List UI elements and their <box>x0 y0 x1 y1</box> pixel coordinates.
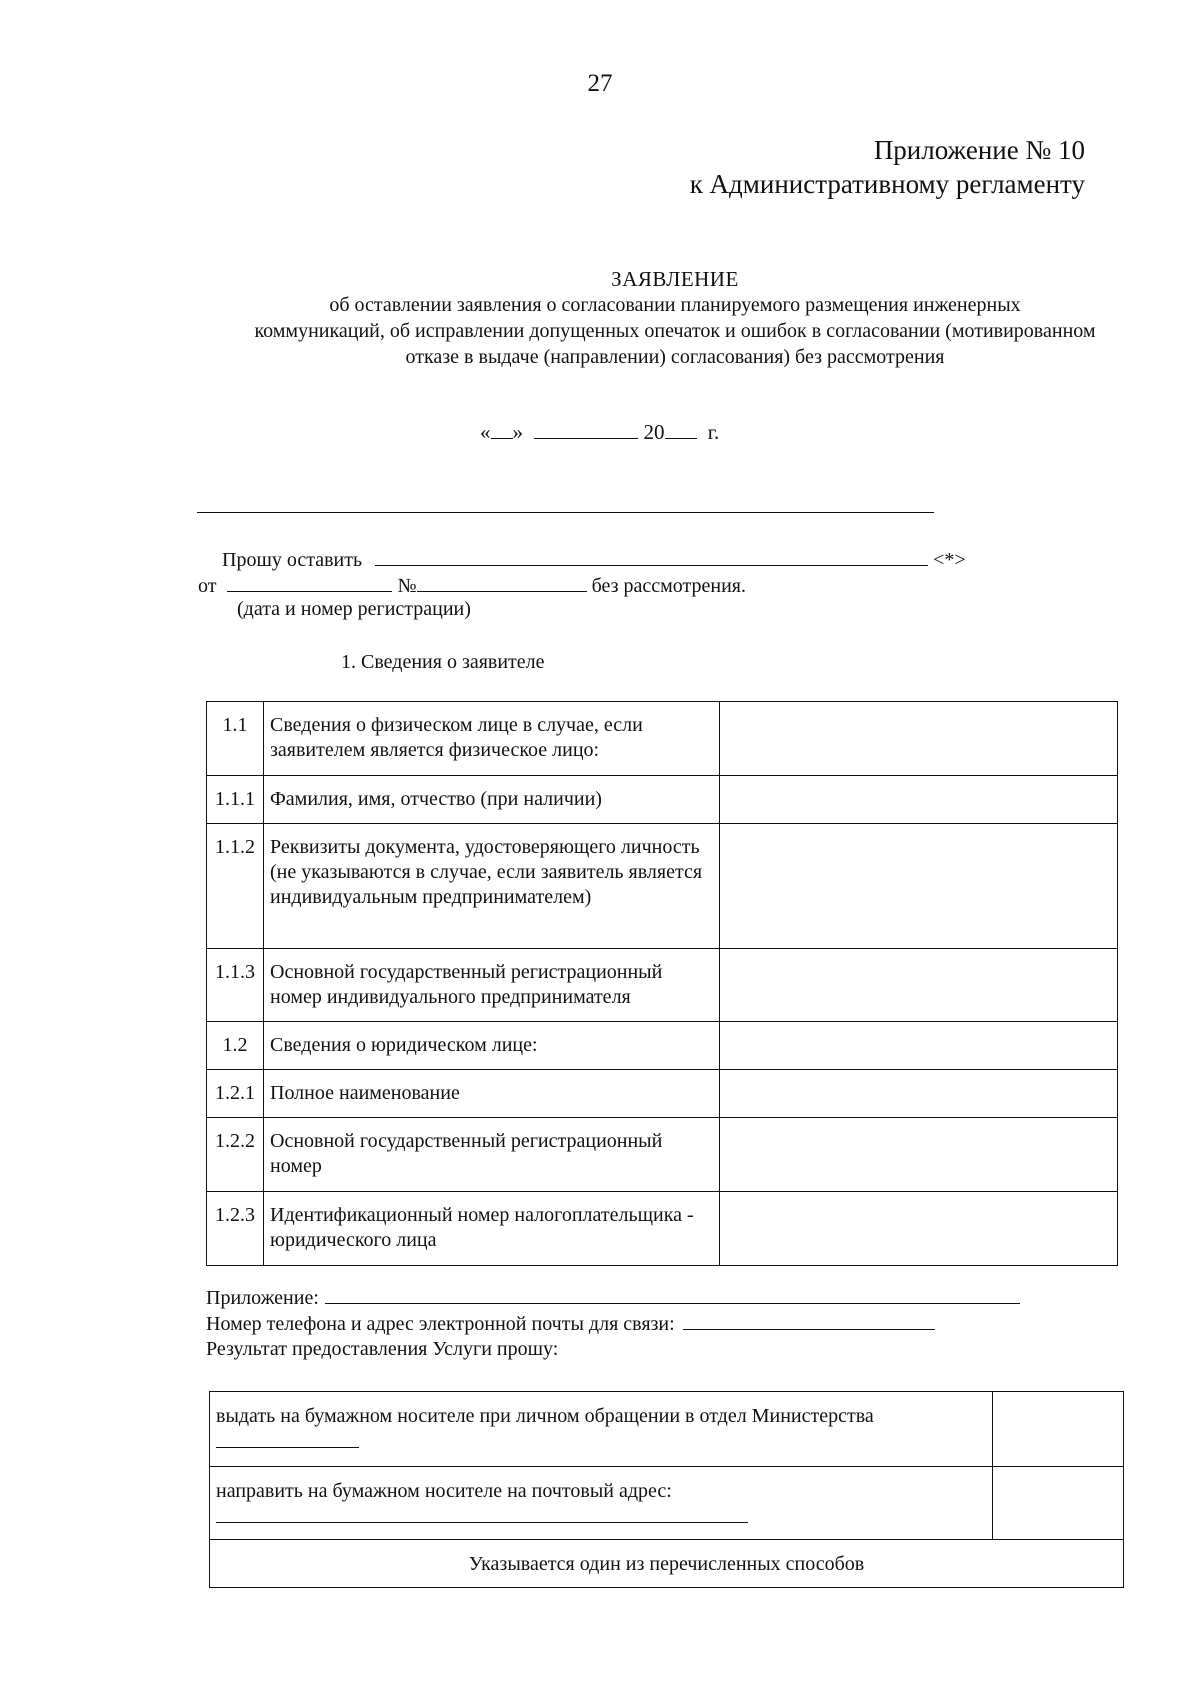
attachments-label: Приложение: <box>206 1287 319 1309</box>
row-label: Фамилия, имя, отчество (при наличии) <box>264 776 720 824</box>
result-option-cell <box>210 1467 993 1540</box>
result-label: Результат предоставления Услуги прошу: <box>206 1338 559 1360</box>
date-line <box>480 420 719 445</box>
row-value-field[interactable] <box>720 824 1118 949</box>
row-label: Основной государственный регистрационный номер индивидуального предпринимателя <box>264 949 720 1022</box>
result-option-checkbox[interactable] <box>993 1467 1124 1540</box>
recipient-line[interactable] <box>197 512 934 513</box>
postal-address-blank[interactable] <box>216 1508 748 1523</box>
applicant-info-table <box>206 701 1118 1266</box>
appendix-header <box>690 133 1085 201</box>
row-label: Реквизиты документа, удостоверяющего личность (не указываются в случае, если заявитель является индивидуальным предпринимателем) <box>264 824 720 949</box>
row-number: 1.2.2 <box>207 1118 264 1192</box>
request-document-blank[interactable] <box>375 548 928 566</box>
contact-line <box>206 1312 935 1336</box>
date-close-quote: » <box>512 420 523 444</box>
title-line-1: об оставлении заявления о согласовании планируемого размещения инженерных <box>329 294 1021 316</box>
contact-label: Номер телефона и адрес электронной почты для связи: <box>206 1313 675 1335</box>
row-label: Полное наименование <box>264 1070 720 1118</box>
year-suffix: г. <box>707 420 720 444</box>
result-footer-note: Указывается один из перечисленных способов <box>210 1540 1124 1588</box>
applicant-info-row <box>207 1192 1118 1266</box>
applicant-info-row <box>207 1070 1118 1118</box>
applicant-info-row <box>207 824 1118 949</box>
row-value-field[interactable] <box>720 1118 1118 1192</box>
year-prefix: 20 <box>643 420 665 444</box>
row-value-field[interactable] <box>720 776 1118 824</box>
row-number: 1.1 <box>207 702 264 776</box>
row-number: 1.1.2 <box>207 824 264 949</box>
applicant-info-row <box>207 1118 1118 1192</box>
row-number: 1.2.1 <box>207 1070 264 1118</box>
document-title <box>195 266 1155 370</box>
title-line-3: отказе в выдаче (направлении) согласования) без рассмотрения <box>405 346 945 368</box>
row-label: Основной государственный регистрационный номер <box>264 1118 720 1192</box>
attachments-blank[interactable] <box>325 1286 1020 1304</box>
applicant-info-row <box>207 1022 1118 1070</box>
row-label: Сведения о юридическом лице: <box>264 1022 720 1070</box>
row-number: 1.2 <box>207 1022 264 1070</box>
day-blank[interactable] <box>491 421 513 439</box>
result-option-cell <box>210 1392 993 1467</box>
appendix-line-2: к Административному регламенту <box>689 169 1085 199</box>
department-blank[interactable] <box>216 1433 359 1448</box>
row-label: Сведения о физическом лице в случае, если заявителем является физическое лицо: <box>264 702 720 776</box>
row-value-field[interactable] <box>720 1022 1118 1070</box>
registration-date-blank[interactable] <box>227 574 392 592</box>
title-line-2: коммуникаций, об исправлении допущенных опечаток и ошибок в согласовании (мотивированном <box>254 320 1096 342</box>
registration-number-blank[interactable] <box>417 574 587 592</box>
registration-hint: (дата и номер регистрации) <box>237 598 471 620</box>
result-option-text: выдать на бумажном носителе при личном обращении в отдел Министерства <box>216 1405 874 1427</box>
date-open-quote: « <box>480 420 491 444</box>
registration-line <box>198 574 746 598</box>
without-review-label: без рассмотрения. <box>591 575 747 597</box>
result-option-text: направить на бумажном носителе на почтовый адрес: <box>216 1480 672 1502</box>
result-footer-row <box>210 1540 1124 1588</box>
section-1-title: 1. Сведения о заявителе <box>341 651 545 673</box>
row-value-field[interactable] <box>720 949 1118 1022</box>
from-label: от <box>198 575 217 597</box>
applicant-info-row <box>207 702 1118 776</box>
result-option-checkbox[interactable] <box>993 1392 1124 1467</box>
page-number: 27 <box>587 70 613 97</box>
applicant-info-row <box>207 776 1118 824</box>
month-blank[interactable] <box>534 421 638 439</box>
row-number: 1.1.1 <box>207 776 264 824</box>
appendix-line-1: Приложение № 10 <box>873 135 1085 165</box>
number-sign: № <box>397 575 417 597</box>
request-line <box>222 548 966 572</box>
applicant-info-row <box>207 949 1118 1022</box>
row-number: 1.2.3 <box>207 1192 264 1266</box>
title-heading: ЗАЯВЛЕНИЕ <box>611 267 739 291</box>
result-option-row <box>210 1467 1124 1540</box>
row-value-field[interactable] <box>720 1070 1118 1118</box>
result-method-table <box>209 1391 1124 1588</box>
row-label: Идентификационный номер налогоплательщика - юридического лица <box>264 1192 720 1266</box>
row-number: 1.1.3 <box>207 949 264 1022</box>
request-label: Прошу оставить <box>222 549 363 571</box>
attachments-line <box>206 1286 1020 1310</box>
row-value-field[interactable] <box>720 1192 1118 1266</box>
result-option-row <box>210 1392 1124 1467</box>
year-blank[interactable] <box>665 421 697 439</box>
row-value-field[interactable] <box>720 702 1118 776</box>
contact-blank[interactable] <box>683 1312 935 1330</box>
asterisk-note: <*> <box>933 549 966 571</box>
